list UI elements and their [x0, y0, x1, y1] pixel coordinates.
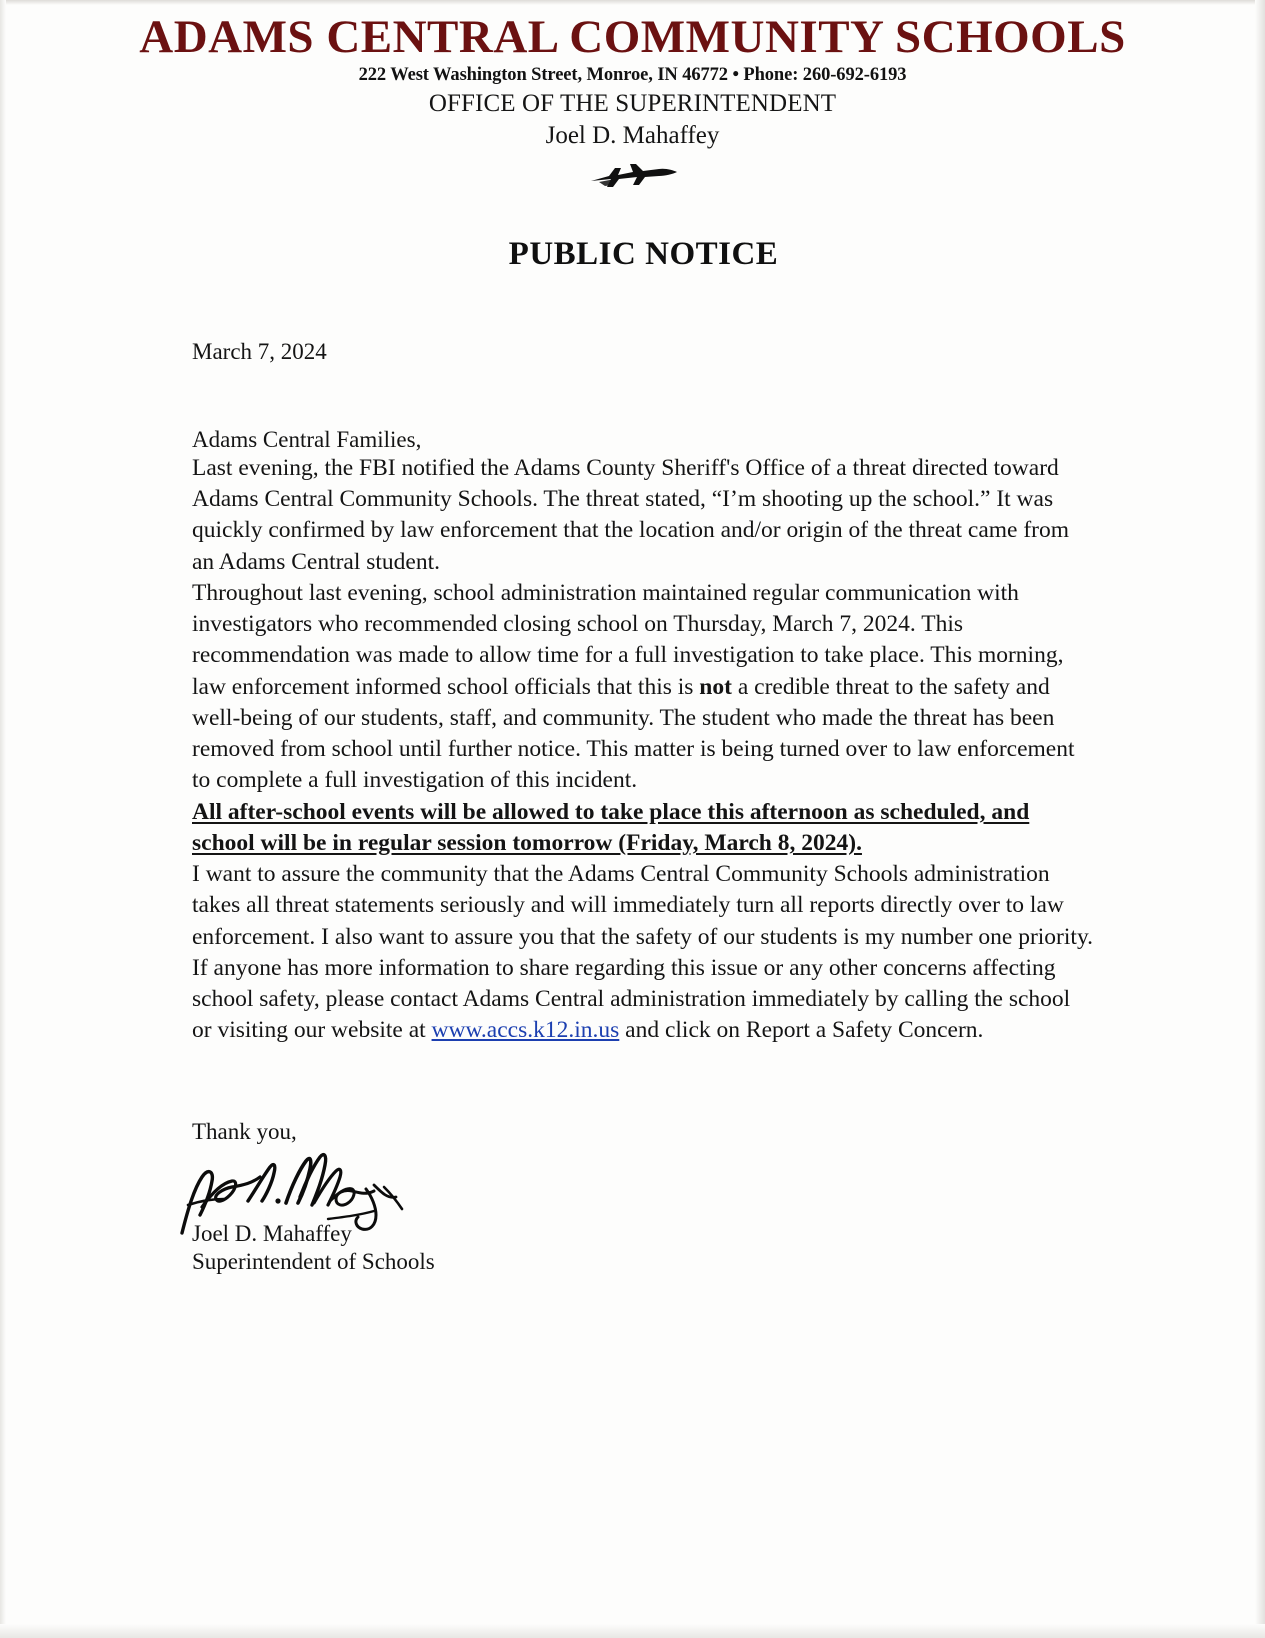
jet-aircraft-icon	[0, 158, 1265, 192]
letterhead	[0, 0, 1265, 192]
paragraph-4: I want to assure the community that the Adams Central Community Schools administration takes all threat statements seriously and will immediately turn all reports directly over to law enforcement. I also want to assure you that the safety of our students is my number one priority.	[192, 861, 1094, 950]
school-website-link[interactable]: www.accs.k12.in.us	[431, 1017, 620, 1044]
letterhead-superintendent-name: Joel D. Mahaffey	[545, 121, 720, 149]
handwritten-signature	[178, 1149, 1095, 1235]
paragraph-2-text-after-bold: a credible threat to the safety and well-being of our students, staff, and community. The student who made the threat has been removed from school until further notice. This matter is being turned over to law enforcement to complete a full investigation of this incident.	[192, 673, 1075, 794]
letterhead-address: 222 West Washington Street, Monroe, IN 46772 • Phone: 260-692-6193	[358, 64, 907, 85]
salutation: Adams Central Families,	[192, 426, 422, 452]
scan-edge-right	[1255, 0, 1265, 1638]
organization-title: ADAMS CENTRAL COMMUNITY SCHOOLS	[139, 11, 1126, 63]
paragraph-5-text-after-link: and click on Report a Safety Concern.	[619, 1017, 984, 1044]
page-title: PUBLIC NOTICE	[508, 235, 779, 272]
paragraph-2-bold-not: not	[699, 673, 732, 700]
paragraph-1: Last evening, the FBI notified the Adams County Sheriff's Office of a threat directed toward Adams Central Community Schools. The threat stated, “I’m shooting up the school.” It was quickly confirmed by law enforcement that the location and/or origin of the threat came from an Adams Central student.	[192, 454, 1070, 575]
paragraph-3-emphasized: All after-school events will be allowed to take place this afternoon as scheduled, and school will be in regular session tomorrow (Friday, March 8, 2024).	[192, 798, 1030, 856]
scan-edge-bottom	[0, 1624, 1265, 1638]
paragraph-5	[192, 953, 1095, 1047]
scan-edge-left	[0, 0, 6, 1638]
paragraph-5-text-before-link: If anyone has more information to share regarding this issue or any other concerns affecting school safety, please contact Adams Central administration immediately by calling the school or visiting our website at	[192, 954, 1071, 1044]
paragraph-2-text-before-bold: Throughout last evening, school administration maintained regular communication with investigators who recommended closing school on Thursday, March 7, 2024. This recommendation was made to allow time for a full investigation to take place. This morning, law enforcement informed school officials that this is	[192, 579, 1064, 700]
signer-name: Joel D. Mahaffey	[192, 1220, 352, 1246]
closing-line: Thank you,	[192, 1118, 297, 1144]
document-body	[170, 236, 1095, 1275]
date-line: March 7, 2024	[192, 338, 327, 364]
letterhead-office: OFFICE OF THE SUPERINTENDENT	[428, 89, 837, 117]
signer-role: Superintendent of Schools	[192, 1248, 435, 1274]
paragraph-2	[192, 578, 1095, 797]
